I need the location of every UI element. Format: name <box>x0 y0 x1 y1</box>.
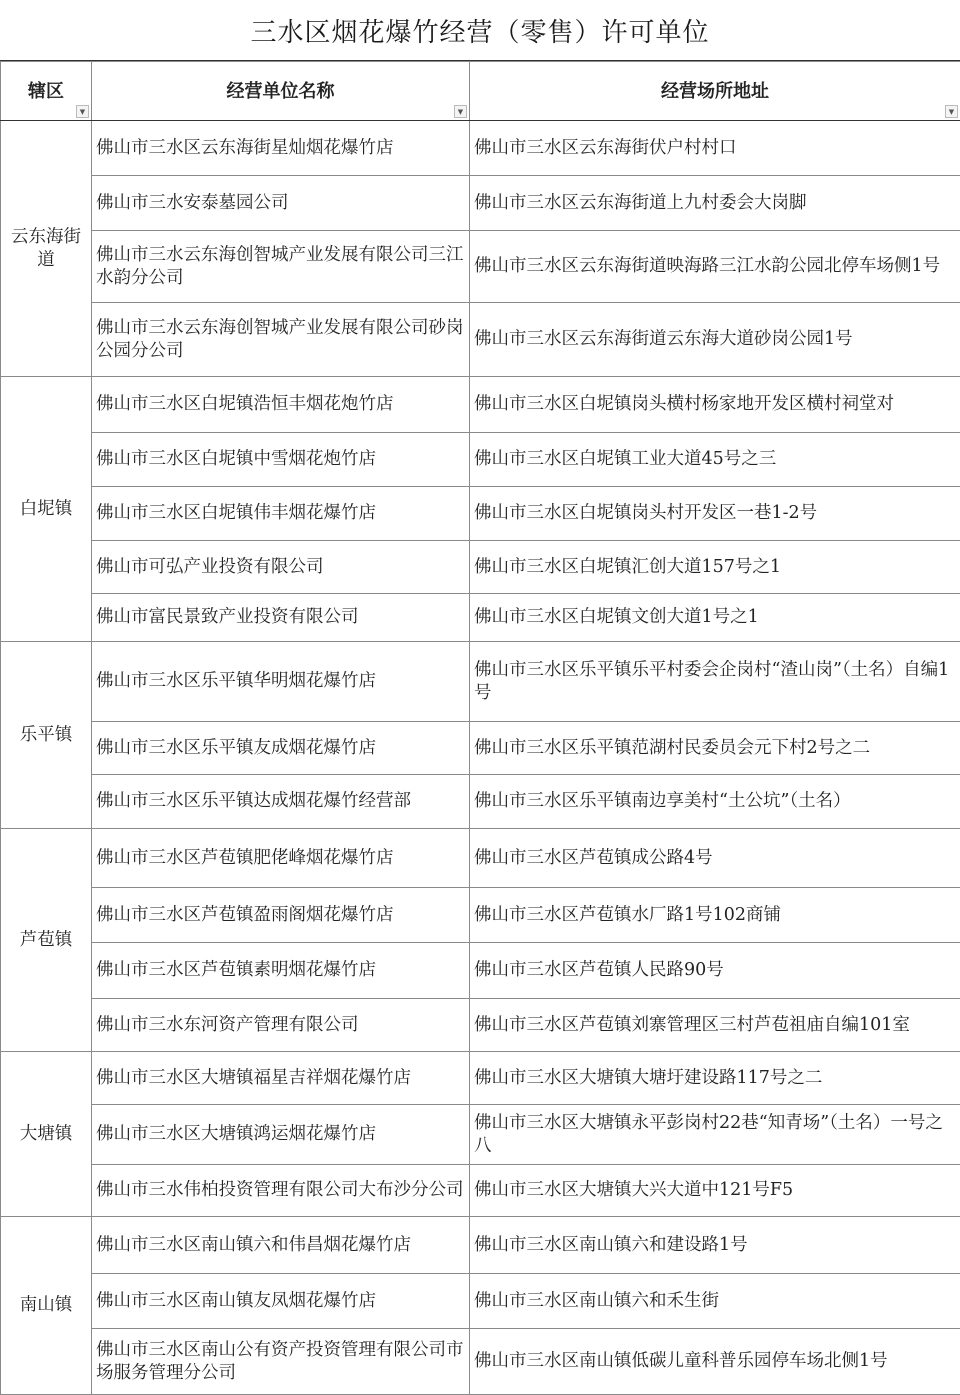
page-title: 三水区烟花爆竹经营（零售）许可单位 <box>0 0 960 61</box>
address-cell: 佛山市三水区大塘镇大兴大道中121号F5 <box>470 1165 960 1217</box>
unit-name-cell: 佛山市三水区白坭镇中雪烟花炮竹店 <box>92 433 470 487</box>
table-row <box>1 231 960 303</box>
unit-name-cell: 佛山市三水区南山公有资产投资管理有限公司市场服务管理分公司 <box>92 1329 470 1395</box>
table-row <box>1 594 960 642</box>
address-cell: 佛山市三水区南山镇六和建设路1号 <box>470 1217 960 1274</box>
unit-name-cell: 佛山市三水区云东海街星灿烟花爆竹店 <box>92 121 470 176</box>
unit-name-cell: 佛山市三水区白坭镇伟丰烟花爆竹店 <box>92 487 470 541</box>
table-row <box>1 722 960 775</box>
unit-name-cell: 佛山市三水区大塘镇鸿运烟花爆竹店 <box>92 1105 470 1165</box>
address-cell: 佛山市三水区白坭镇工业大道45号之三 <box>470 433 960 487</box>
unit-name-cell: 佛山市三水区乐平镇达成烟花爆竹经营部 <box>92 775 470 829</box>
unit-name-cell: 佛山市三水区南山镇友凤烟花爆竹店 <box>92 1274 470 1329</box>
address-cell: 佛山市三水区云东海街道映海路三江水韵公园北停车场侧1号 <box>470 231 960 303</box>
address-cell: 佛山市三水区芦苞镇刘寨管理区三村芦苞祖庙自编101室 <box>470 999 960 1052</box>
header-row <box>1 62 960 121</box>
address-cell: 佛山市三水区南山镇六和禾生街 <box>470 1274 960 1329</box>
header-name-label: 经营单位名称 <box>227 81 335 102</box>
unit-name-cell: 佛山市三水安泰墓园公司 <box>92 176 470 231</box>
table-row <box>1 377 960 433</box>
district-cell: 芦苞镇 <box>1 829 92 1052</box>
filter-dropdown-icon[interactable]: ▼ <box>945 105 958 118</box>
license-table <box>0 61 960 1395</box>
unit-name-cell: 佛山市三水区大塘镇福星吉祥烟花爆竹店 <box>92 1052 470 1105</box>
table-row <box>1 888 960 943</box>
table-row <box>1 1165 960 1217</box>
header-district <box>1 62 92 121</box>
address-cell: 佛山市三水区乐平镇乐平村委会企岗村“渣山岗”（土名）自编1号 <box>470 642 960 722</box>
unit-name-cell: 佛山市三水区乐平镇友成烟花爆竹店 <box>92 722 470 775</box>
address-cell: 佛山市三水区南山镇低碳儿童科普乐园停车场北侧1号 <box>470 1329 960 1395</box>
unit-name-cell: 佛山市可弘产业投资有限公司 <box>92 541 470 594</box>
table-row <box>1 943 960 999</box>
header-district-label: 辖区 <box>28 81 64 102</box>
district-cell: 白坭镇 <box>1 377 92 642</box>
header-address-label: 经营场所地址 <box>661 81 769 102</box>
table-row <box>1 303 960 377</box>
address-cell: 佛山市三水区大塘镇大塘圩建设路117号之二 <box>470 1052 960 1105</box>
address-cell: 佛山市三水区乐平镇南边享美村“土公坑”（土名） <box>470 775 960 829</box>
unit-name-cell: 佛山市富民景致产业投资有限公司 <box>92 594 470 642</box>
unit-name-cell: 佛山市三水东河资产管理有限公司 <box>92 999 470 1052</box>
unit-name-cell: 佛山市三水区芦苞镇素明烟花爆竹店 <box>92 943 470 999</box>
address-cell: 佛山市三水区芦苞镇水厂路1号102商铺 <box>470 888 960 943</box>
table-row <box>1 1052 960 1105</box>
address-cell: 佛山市三水区云东海街道云东海大道砂岗公园1号 <box>470 303 960 377</box>
address-cell: 佛山市三水区芦苞镇成公路4号 <box>470 829 960 888</box>
address-cell: 佛山市三水区白坭镇文创大道1号之1 <box>470 594 960 642</box>
table-row <box>1 487 960 541</box>
header-name <box>92 62 470 121</box>
unit-name-cell: 佛山市三水云东海创智城产业发展有限公司三江水韵分公司 <box>92 231 470 303</box>
table-row <box>1 999 960 1052</box>
table-row <box>1 1217 960 1274</box>
table-row <box>1 1329 960 1395</box>
address-cell: 佛山市三水区芦苞镇人民路90号 <box>470 943 960 999</box>
unit-name-cell: 佛山市三水伟柏投资管理有限公司大布沙分公司 <box>92 1165 470 1217</box>
table-row <box>1 1105 960 1165</box>
header-address <box>470 62 960 121</box>
address-cell: 佛山市三水区大塘镇永平彭岗村22巷“知青场”（土名）一号之八 <box>470 1105 960 1165</box>
unit-name-cell: 佛山市三水云东海创智城产业发展有限公司砂岗公园分公司 <box>92 303 470 377</box>
address-cell: 佛山市三水区白坭镇岗头村开发区一巷1-2号 <box>470 487 960 541</box>
table-row <box>1 829 960 888</box>
district-cell: 云东海街道 <box>1 121 92 377</box>
unit-name-cell: 佛山市三水区乐平镇华明烟花爆竹店 <box>92 642 470 722</box>
table-row <box>1 1274 960 1329</box>
unit-name-cell: 佛山市三水区芦苞镇肥佬峰烟花爆竹店 <box>92 829 470 888</box>
table-row <box>1 176 960 231</box>
address-cell: 佛山市三水区白坭镇汇创大道157号之1 <box>470 541 960 594</box>
address-cell: 佛山市三水区乐平镇范湖村民委员会元下村2号之二 <box>470 722 960 775</box>
table-row <box>1 775 960 829</box>
table-row <box>1 433 960 487</box>
district-cell: 乐平镇 <box>1 642 92 829</box>
unit-name-cell: 佛山市三水区白坭镇浩恒丰烟花炮竹店 <box>92 377 470 433</box>
table-row <box>1 642 960 722</box>
district-cell: 南山镇 <box>1 1217 92 1395</box>
address-cell: 佛山市三水区白坭镇岗头横村杨家地开发区横村祠堂对 <box>470 377 960 433</box>
unit-name-cell: 佛山市三水区芦苞镇盈雨阁烟花爆竹店 <box>92 888 470 943</box>
table-row <box>1 541 960 594</box>
table-row <box>1 121 960 176</box>
unit-name-cell: 佛山市三水区南山镇六和伟昌烟花爆竹店 <box>92 1217 470 1274</box>
address-cell: 佛山市三水区云东海街道上九村委会大岗脚 <box>470 176 960 231</box>
address-cell: 佛山市三水区云东海街伏户村村口 <box>470 121 960 176</box>
filter-dropdown-icon[interactable]: ▼ <box>76 105 89 118</box>
district-cell: 大塘镇 <box>1 1052 92 1217</box>
filter-dropdown-icon[interactable]: ▼ <box>454 105 467 118</box>
